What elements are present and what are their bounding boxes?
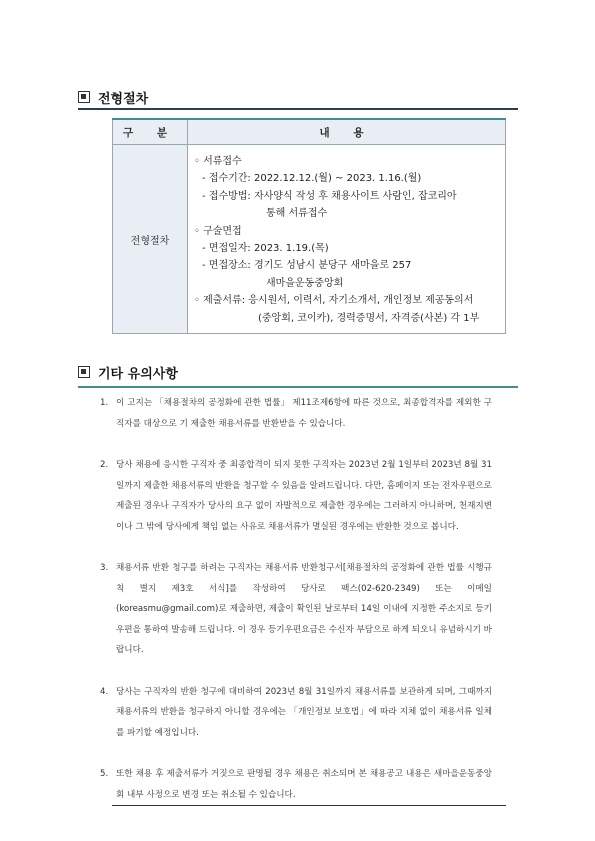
note-item: [100, 682, 492, 744]
note-text: 또한 채용 후 제출서류가 거짓으로 판명될 경우 채용은 취소되며 본 채용공고 내용은 새마을운동중앙회 내부 사정으로 변경 또는 취소될 수 있습니다.: [116, 769, 492, 800]
section-title: 전형절차: [98, 91, 149, 107]
note-number: 4.: [100, 686, 109, 697]
content-line: (중앙회, 코이카), 경력증명서, 자격증(사본) 각 1부: [258, 312, 480, 324]
note-text: 당사는 구직자의 반환 청구에 대비하여 2023년 8월 31일까지 채용서류를 보관하게 되며, 그때까지 채용서류의 반환을 청구하지 아니할 경우에는 「개인정보 보호법」에 따라 지체 없이 채용서류 일체를 파기할 예정입니다.: [116, 686, 492, 738]
bottom-divider: [112, 805, 506, 806]
note-item: [100, 764, 492, 805]
section-header-procedure: [78, 86, 148, 108]
content-line: - 면접일자: 2023. 1.19.(목): [202, 243, 329, 255]
note-text: 채용서류 반환 청구를 하려는 구직자는 채용서류 반환청구서[채용절차의 공정화에 관한 법률 시행규칙 별지 제3호 서식]를 작성하여 당사로 팩스(02-620-2349) 또는 이메일 (koreasmu@gmail.com)로 제출하면, 제출이 확인된 날로부터 14일 이내에 지정한 주소지로 등기우편을 통하여 발송해 드립니다. 이 경우 등기우편요금은 수신자 부담으로 하게 되오니 유념하시기 바랍니다.: [116, 563, 492, 655]
section-title: 기타 유의사항: [98, 366, 178, 382]
section-underline: [78, 386, 518, 388]
table-content-cell: [188, 145, 506, 334]
note-number: 5.: [100, 769, 109, 779]
note-number: 2.: [100, 460, 109, 470]
note-text: 이 고지는 「채용절차의 공정화에 관한 법률」 제11조제6항에 따른 것으로, 최종합격자를 제외한 구직자를 대상으로 기 제출한 채용서류를 반환받을 수 있습니다.: [116, 398, 492, 429]
content-line: 새마을운동중앙회: [266, 277, 344, 289]
content-line: - 접수방법: 자사양식 작성 후 채용사이트 사람인, 잡코리아: [202, 190, 457, 202]
square-bullet-icon: [78, 91, 90, 103]
content-line: - 접수기간: 2022.12.12.(월) ~ 2023. 1.16.(월): [202, 173, 422, 185]
notes-list: [100, 393, 492, 826]
content-line: ◦ 구술면접: [194, 225, 242, 237]
section-underline: [78, 108, 518, 110]
table-header-content: 내 용: [188, 119, 506, 145]
table-category-cell: 전형절차: [113, 145, 188, 334]
content-line: ◦ 서류접수: [194, 156, 242, 167]
procedure-table: [112, 118, 506, 334]
note-item: [100, 393, 492, 434]
note-item: [100, 558, 492, 661]
square-bullet-icon: [78, 366, 90, 378]
content-line: - 면접장소: 경기도 성남시 분당구 새마을로 257: [202, 260, 412, 272]
content-line: ◦ 제출서류: 응시원서, 이력서, 자기소개서, 개인정보 제공동의서: [194, 295, 474, 307]
note-text: 당사 채용에 응시한 구직자 중 최종합격이 되지 못한 구직자는 2023년 2월 1일부터 2023년 8월 31일까지 제출한 채용서류의 반환을 청구할 수 있음을 알려드립니다. 다만, 홈페이지 또는 전자우편으로 제출된 경우나 구직자가 당사의 요구 없이 자발적으로 제출한 경우에는 그러하지 아니하며, 천재지변이나 그 밖에 당사에게 책임 없는 사유로 채용서류가 멸실된 경우에는 반환한 것으로 봅니다.: [116, 460, 492, 532]
note-item: [100, 455, 492, 537]
content-line: 통해 서류접수: [266, 208, 328, 220]
table-header-category: 구 분: [113, 119, 188, 145]
section-header-notes: [78, 361, 178, 383]
note-number: 1.: [100, 398, 109, 408]
note-number: 3.: [100, 563, 109, 573]
